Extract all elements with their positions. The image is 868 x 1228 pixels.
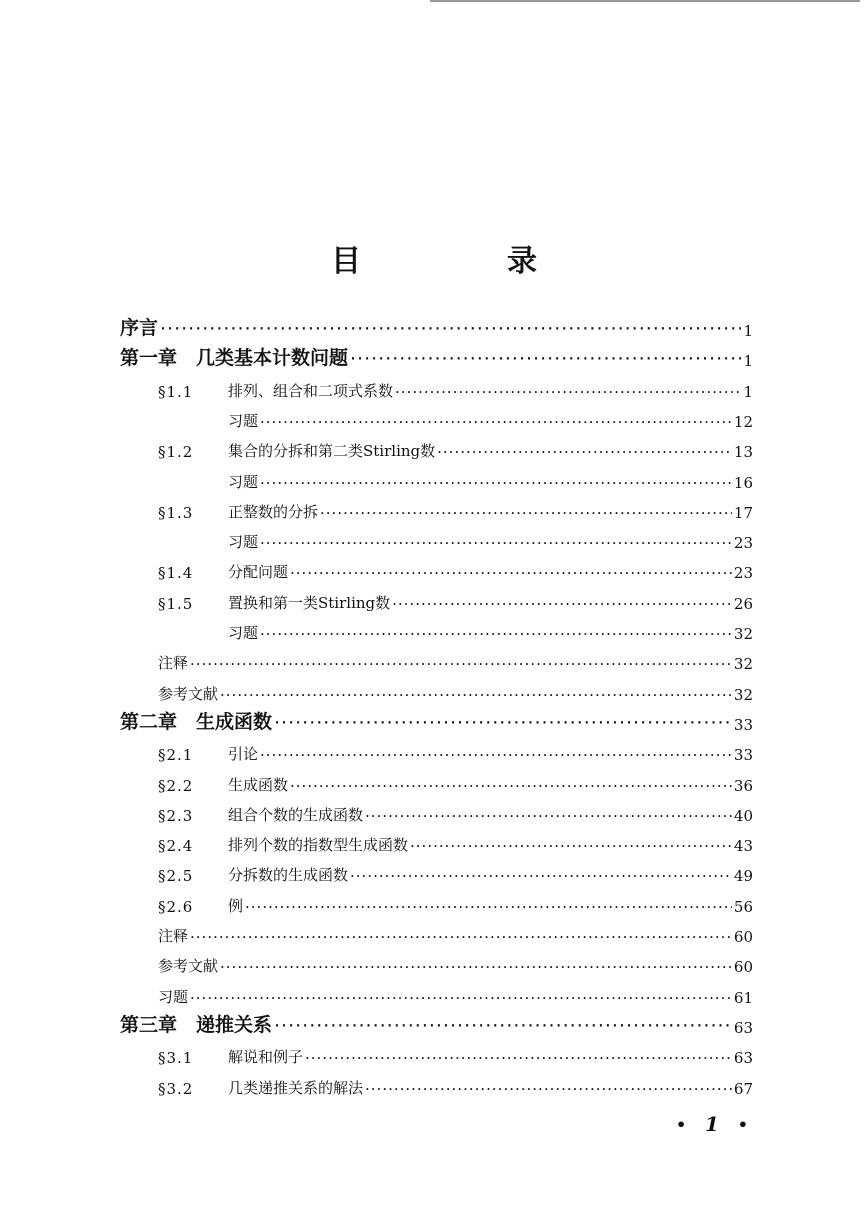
toc-dot-leader <box>274 712 732 734</box>
toc-entry <box>158 948 753 976</box>
toc-dot-leader <box>365 807 732 825</box>
toc-page-number: 23 <box>733 564 753 583</box>
toc-entry <box>158 645 753 673</box>
toc-page-number: 61 <box>733 988 753 1007</box>
toc-page-number: 56 <box>733 897 753 916</box>
toc-page-number: 36 <box>733 776 753 795</box>
toc-entry <box>120 342 753 370</box>
top-border-line <box>430 0 860 2</box>
toc-dot-leader <box>260 534 732 552</box>
toc-page-number: 17 <box>733 503 753 522</box>
toc-page-number: 60 <box>733 958 753 977</box>
toc-entry-label: 序言 <box>120 317 159 339</box>
toc-entry <box>228 615 753 643</box>
toc-entry-label: 注释 <box>158 927 189 945</box>
toc-entry-label: 例 <box>228 896 244 915</box>
toc-section-number: §2.4 <box>158 837 194 856</box>
toc-dot-leader <box>290 564 732 582</box>
toc-page-number: 23 <box>733 534 753 553</box>
toc-page-number: 1 <box>743 382 753 401</box>
toc-entry <box>158 736 753 764</box>
toc-entry-label: 几类递推关系的解法 <box>228 1078 364 1097</box>
toc-page-number: 63 <box>733 1018 753 1037</box>
toc-entry <box>158 373 753 401</box>
toc-entry-label: 习题 <box>228 624 259 642</box>
toc-page-number: 63 <box>733 1049 753 1068</box>
toc-entry-label: 排列、组合和二项式系数 <box>228 381 394 400</box>
toc-entry-label: 引论 <box>228 745 259 764</box>
toc-entry <box>158 797 753 825</box>
toc-entry-label: 第一章 几类基本计数问题 <box>120 347 349 370</box>
toc-entry-label: 参考文献 <box>158 957 219 976</box>
toc-entry <box>158 767 753 795</box>
toc-page-number: 1 <box>743 322 753 340</box>
toc-section-number: §1.1 <box>158 382 194 401</box>
toc-section-number: §2.6 <box>158 897 194 916</box>
toc-page-number: 1 <box>743 352 753 371</box>
toc-section-number: §3.1 <box>158 1049 194 1068</box>
toc-entry-label: 习题 <box>228 533 259 552</box>
toc-page-number: 43 <box>733 837 753 856</box>
toc-entry-label: 生成函数 <box>228 775 289 794</box>
toc-dot-leader <box>350 348 741 370</box>
toc-entry <box>158 494 753 522</box>
toc-section-number: §3.2 <box>158 1079 194 1098</box>
toc-dot-leader <box>190 989 732 1007</box>
toc-dot-leader <box>320 504 732 522</box>
toc-entry <box>158 1070 753 1098</box>
toc-entry-label: 参考文献 <box>158 684 219 703</box>
toc-entry-label: 正整数的分拆 <box>228 502 319 521</box>
toc-dot-leader <box>160 318 741 340</box>
toc-section-number: §1.2 <box>158 443 194 462</box>
toc-page-number: 12 <box>733 412 753 431</box>
footer-dot-right-icon: • <box>737 1114 748 1134</box>
toc-entry <box>158 888 753 916</box>
toc-dot-leader <box>245 898 732 916</box>
toc-dot-leader <box>220 958 732 976</box>
toc-entry <box>158 857 753 885</box>
toc-dot-leader <box>190 928 732 946</box>
toc-entry <box>120 706 753 734</box>
toc-entry <box>158 827 753 855</box>
toc-entry <box>120 312 753 340</box>
toc-dot-leader <box>437 443 732 461</box>
toc-page-number: 33 <box>733 715 753 734</box>
toc-page-number: 67 <box>733 1079 753 1098</box>
toc-dot-leader <box>290 777 732 795</box>
toc-dot-leader <box>392 595 732 613</box>
toc-section-number: §2.1 <box>158 746 194 765</box>
toc-page-number: 33 <box>733 746 753 765</box>
toc-entry-label: 第三章 递推关系 <box>120 1013 273 1036</box>
footer-dot-left-icon: • <box>676 1114 687 1134</box>
toc-page-number: 13 <box>733 443 753 462</box>
toc-entry-label: 置换和第一类Stirling数 <box>228 593 391 612</box>
toc-entry <box>158 554 753 582</box>
toc-entry-label: 习题 <box>228 472 259 491</box>
toc-dot-leader <box>395 383 741 401</box>
toc-dot-leader <box>220 686 732 704</box>
toc-entry-label: 排列个数的指数型生成函数 <box>228 836 409 855</box>
toc-dot-leader <box>350 867 732 885</box>
toc-entry-label: 集合的分拆和第二类Stirling数 <box>228 442 436 461</box>
toc-dot-leader <box>274 1015 732 1037</box>
toc-dot-leader <box>365 1080 732 1098</box>
toc-entry-label: 组合个数的生成函数 <box>228 805 364 824</box>
toc-dot-leader <box>305 1049 732 1067</box>
toc-entry-label: 习题 <box>158 987 189 1006</box>
toc-dot-leader <box>260 413 732 431</box>
toc-page-number: 32 <box>733 655 753 674</box>
toc-entry-label: 习题 <box>228 411 259 430</box>
toc-section-number: §2.2 <box>158 776 194 795</box>
page-title: 目 录 <box>331 244 595 279</box>
toc-page-number: 40 <box>733 806 753 825</box>
toc-dot-leader <box>190 655 732 673</box>
toc-page-number: 60 <box>733 928 753 946</box>
toc-entry <box>158 979 753 1007</box>
toc-entry <box>158 585 753 613</box>
toc-dot-leader <box>260 746 732 764</box>
toc-section-number: §2.3 <box>158 806 194 825</box>
toc-entry <box>228 524 753 552</box>
toc-entry <box>158 1039 753 1067</box>
toc-section-number: §2.5 <box>158 867 194 886</box>
toc-entry <box>228 403 753 431</box>
toc-dot-leader <box>260 625 732 643</box>
toc-page-number: 32 <box>733 625 753 643</box>
page-number: 1 <box>705 1112 719 1136</box>
toc-section-number: §1.3 <box>158 503 194 522</box>
toc-entry-label: 解说和例子 <box>228 1048 304 1067</box>
toc-page-number: 49 <box>733 867 753 886</box>
toc-dot-leader <box>410 837 732 855</box>
toc-section-number: §1.5 <box>158 594 194 613</box>
toc-entry-label: 注释 <box>158 654 189 673</box>
toc-dot-leader <box>260 474 732 492</box>
toc-entry-label: 分配问题 <box>228 563 289 582</box>
toc-entry <box>158 676 753 704</box>
toc-entry <box>228 464 753 492</box>
toc-entry-label: 第二章 生成函数 <box>120 710 273 733</box>
toc-entry-label: 分拆数的生成函数 <box>228 866 349 885</box>
toc-page-number: 26 <box>733 594 753 613</box>
page-number-footer <box>676 1112 748 1136</box>
toc-entry <box>120 1009 753 1037</box>
toc-entry <box>158 433 753 461</box>
toc-page-number: 16 <box>733 473 753 492</box>
toc-page-number: 32 <box>733 685 753 704</box>
toc-entry <box>158 918 753 946</box>
toc-section-number: §1.4 <box>158 564 194 583</box>
